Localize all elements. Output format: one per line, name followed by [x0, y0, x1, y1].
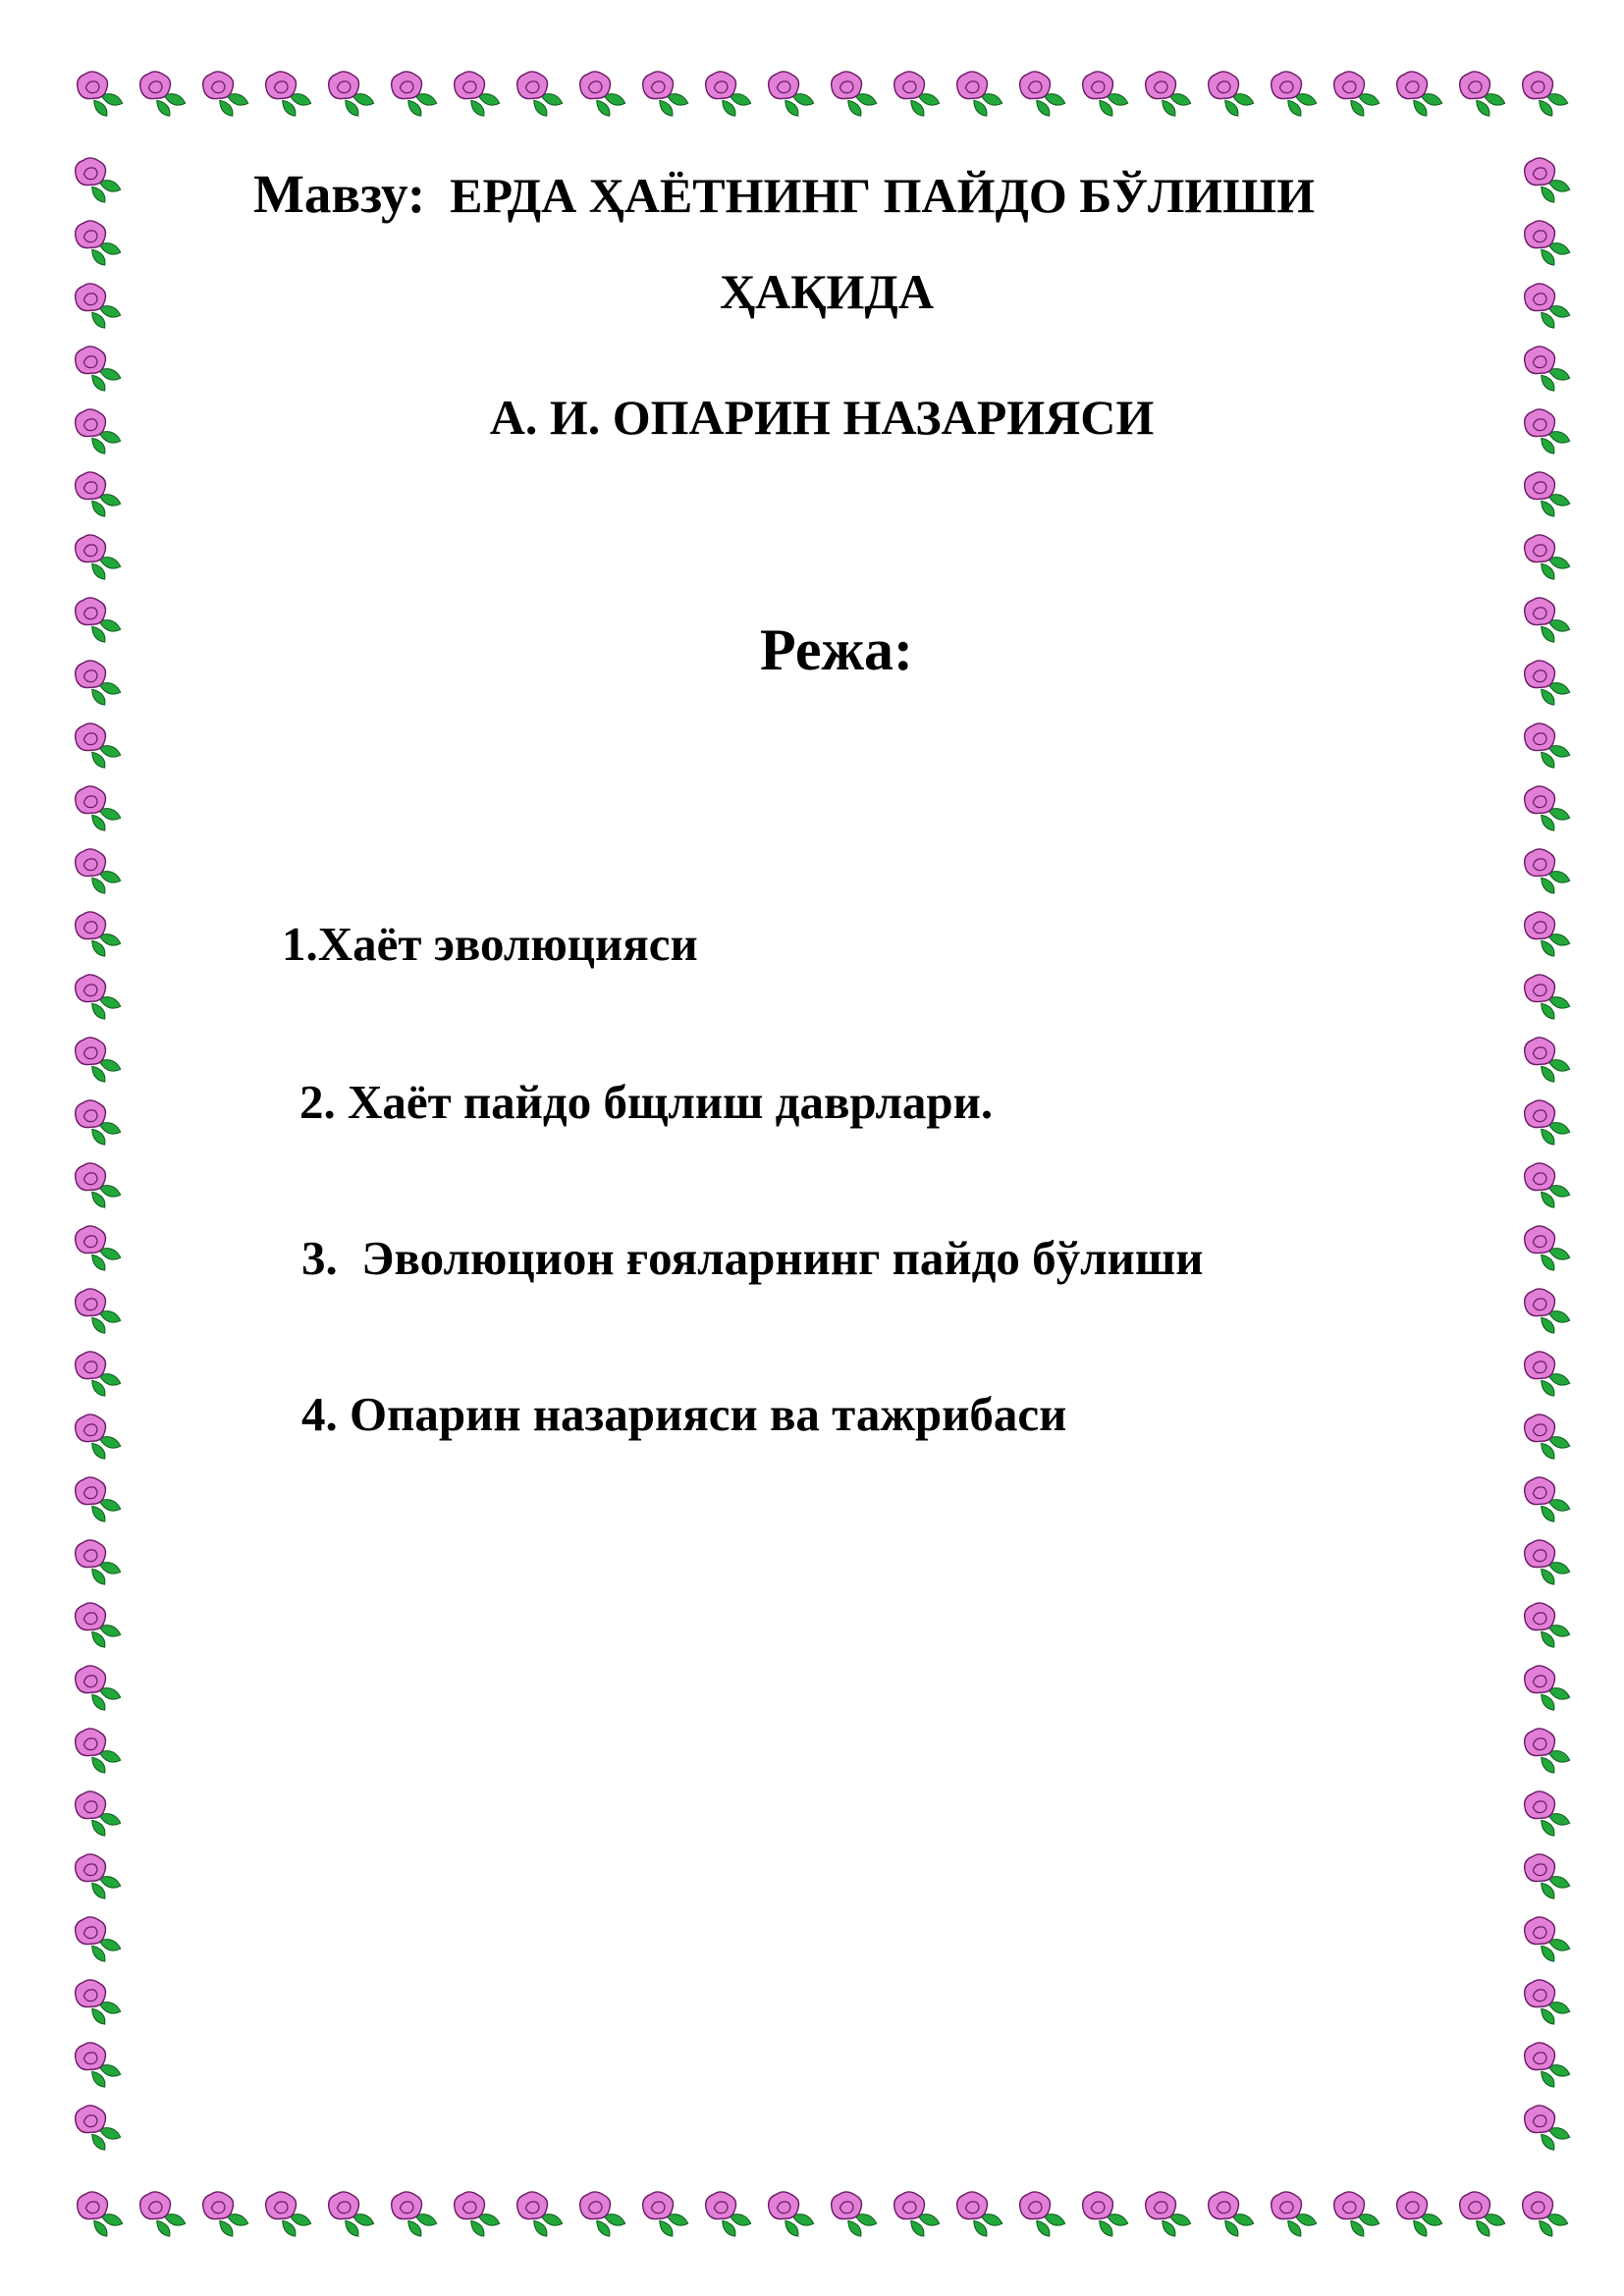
pink-rose-flower-icon — [1523, 844, 1572, 897]
pink-rose-flower-icon — [955, 67, 1004, 120]
pink-rose-flower-icon — [74, 153, 123, 206]
pink-rose-flower-icon — [1523, 1033, 1572, 1086]
pink-rose-flower-icon — [74, 1347, 123, 1400]
pink-rose-flower-icon — [767, 67, 816, 120]
pink-rose-flower-icon — [327, 67, 376, 120]
pink-rose-flower-icon — [138, 2187, 188, 2240]
pink-rose-flower-icon — [74, 781, 123, 834]
plan-item-number: 4. — [301, 1387, 338, 1441]
pink-rose-flower-icon — [1523, 216, 1572, 269]
plan-item-label: Опарин назарияси ва тажрибаси — [350, 1387, 1067, 1441]
pink-rose-flower-icon — [1523, 467, 1572, 520]
floral-border-top — [63, 61, 1575, 124]
pink-rose-flower-icon — [1144, 67, 1193, 120]
pink-rose-flower-icon — [74, 1284, 123, 1337]
pink-rose-flower-icon — [1207, 67, 1256, 120]
plan-item-number: 2. — [299, 1075, 336, 1129]
pink-rose-flower-icon — [1521, 2187, 1570, 2240]
plan-item-4 — [301, 1387, 1067, 1441]
pink-rose-flower-icon — [578, 67, 627, 120]
pink-rose-flower-icon — [1523, 1787, 1572, 1840]
pink-rose-flower-icon — [1395, 2187, 1444, 2240]
pink-rose-flower-icon — [74, 970, 123, 1023]
pink-rose-flower-icon — [1523, 342, 1572, 395]
pink-rose-flower-icon — [1523, 1724, 1572, 1777]
pink-rose-flower-icon — [1523, 2101, 1572, 2154]
pink-rose-flower-icon — [1332, 67, 1381, 120]
pink-rose-flower-icon — [1018, 67, 1067, 120]
pink-rose-flower-icon — [1523, 2038, 1572, 2091]
pink-rose-flower-icon — [1523, 1221, 1572, 1274]
pink-rose-flower-icon — [390, 67, 439, 120]
pink-rose-flower-icon — [1523, 1472, 1572, 1525]
plan-item-number: 1. — [282, 917, 318, 971]
pink-rose-flower-icon — [74, 2038, 123, 2091]
pink-rose-flower-icon — [264, 67, 313, 120]
pink-rose-flower-icon — [1458, 2187, 1507, 2240]
pink-rose-flower-icon — [955, 2187, 1004, 2240]
topic-title-line1 — [253, 164, 1315, 224]
pink-rose-flower-icon — [1207, 2187, 1256, 2240]
pink-rose-flower-icon — [1523, 1661, 1572, 1714]
pink-rose-flower-icon — [74, 1724, 123, 1777]
pink-rose-flower-icon — [641, 2187, 690, 2240]
pink-rose-flower-icon — [1523, 530, 1572, 583]
pink-rose-flower-icon — [74, 844, 123, 897]
pink-rose-flower-icon — [74, 1598, 123, 1651]
pink-rose-flower-icon — [76, 67, 125, 120]
pink-rose-flower-icon — [1523, 1284, 1572, 1337]
pink-rose-flower-icon — [264, 2187, 313, 2240]
pink-rose-flower-icon — [74, 2101, 123, 2154]
pink-rose-flower-icon — [893, 2187, 942, 2240]
pink-rose-flower-icon — [74, 1535, 123, 1588]
pink-rose-flower-icon — [74, 1661, 123, 1714]
floral-border-bottom — [63, 2181, 1575, 2244]
pink-rose-flower-icon — [1523, 1598, 1572, 1651]
pink-rose-flower-icon — [1523, 1912, 1572, 1965]
subtitle: А. И. ОПАРИН НАЗАРИЯСИ — [489, 390, 1155, 445]
pink-rose-flower-icon — [830, 67, 879, 120]
plan-item-label: Хаёт пайдо бщлиш даврлари. — [348, 1075, 994, 1129]
pink-rose-flower-icon — [704, 67, 753, 120]
pink-rose-flower-icon — [74, 1472, 123, 1525]
pink-rose-flower-icon — [515, 67, 565, 120]
pink-rose-flower-icon — [201, 2187, 250, 2240]
pink-rose-flower-icon — [74, 1095, 123, 1148]
topic-title-text: ЕРДА ҲАЁТНИНГ ПАЙДО БЎЛИШИ — [450, 168, 1315, 223]
pink-rose-flower-icon — [1523, 1410, 1572, 1463]
pink-rose-flower-icon — [74, 342, 123, 395]
pink-rose-flower-icon — [1523, 970, 1572, 1023]
pink-rose-flower-icon — [74, 1033, 123, 1086]
pink-rose-flower-icon — [1270, 2187, 1319, 2240]
pink-rose-flower-icon — [138, 67, 188, 120]
pink-rose-flower-icon — [74, 1158, 123, 1211]
pink-rose-flower-icon — [453, 2187, 502, 2240]
pink-rose-flower-icon — [1144, 2187, 1193, 2240]
pink-rose-flower-icon — [327, 2187, 376, 2240]
pink-rose-flower-icon — [1521, 67, 1570, 120]
pink-rose-flower-icon — [1081, 2187, 1130, 2240]
plan-item-label: Хаёт эволюцияси — [317, 917, 698, 971]
pink-rose-flower-icon — [74, 1912, 123, 1965]
pink-rose-flower-icon — [74, 530, 123, 583]
pink-rose-flower-icon — [453, 67, 502, 120]
pink-rose-flower-icon — [201, 67, 250, 120]
pink-rose-flower-icon — [1458, 67, 1507, 120]
pink-rose-flower-icon — [578, 2187, 627, 2240]
pink-rose-flower-icon — [74, 907, 123, 960]
plan-item-3 — [301, 1231, 1204, 1285]
pink-rose-flower-icon — [767, 2187, 816, 2240]
pink-rose-flower-icon — [74, 467, 123, 520]
pink-rose-flower-icon — [704, 2187, 753, 2240]
plan-item-label: Эволюцион ғояларнинг пайдо бўлиши — [361, 1231, 1204, 1285]
pink-rose-flower-icon — [1523, 719, 1572, 772]
pink-rose-flower-icon — [1523, 907, 1572, 960]
pink-rose-flower-icon — [830, 2187, 879, 2240]
plan-heading: Режа: — [760, 617, 913, 682]
pink-rose-flower-icon — [1523, 781, 1572, 834]
plan-item-1 — [282, 917, 698, 971]
pink-rose-flower-icon — [1523, 1347, 1572, 1400]
pink-rose-flower-icon — [74, 1849, 123, 1902]
pink-rose-flower-icon — [893, 67, 942, 120]
pink-rose-flower-icon — [1523, 1158, 1572, 1211]
pink-rose-flower-icon — [76, 2187, 125, 2240]
pink-rose-flower-icon — [74, 1221, 123, 1274]
pink-rose-flower-icon — [1081, 67, 1130, 120]
pink-rose-flower-icon — [515, 2187, 565, 2240]
pink-rose-flower-icon — [1523, 1975, 1572, 2028]
pink-rose-flower-icon — [74, 216, 123, 269]
pink-rose-flower-icon — [1523, 153, 1572, 206]
pink-rose-flower-icon — [74, 1787, 123, 1840]
pink-rose-flower-icon — [390, 2187, 439, 2240]
pink-rose-flower-icon — [74, 1410, 123, 1463]
pink-rose-flower-icon — [1332, 2187, 1381, 2240]
topic-label: Мавзу: — [253, 164, 426, 224]
pink-rose-flower-icon — [1523, 1095, 1572, 1148]
pink-rose-flower-icon — [1523, 1535, 1572, 1588]
pink-rose-flower-icon — [74, 719, 123, 772]
pink-rose-flower-icon — [1523, 1849, 1572, 1902]
pink-rose-flower-icon — [74, 1975, 123, 2028]
plan-item-2 — [299, 1075, 994, 1129]
topic-title-line2: ҲАҚИДА — [720, 264, 934, 319]
pink-rose-flower-icon — [641, 67, 690, 120]
plan-item-number: 3. — [301, 1231, 338, 1285]
pink-rose-flower-icon — [1395, 67, 1444, 120]
pink-rose-flower-icon — [1018, 2187, 1067, 2240]
pink-rose-flower-icon — [1270, 67, 1319, 120]
